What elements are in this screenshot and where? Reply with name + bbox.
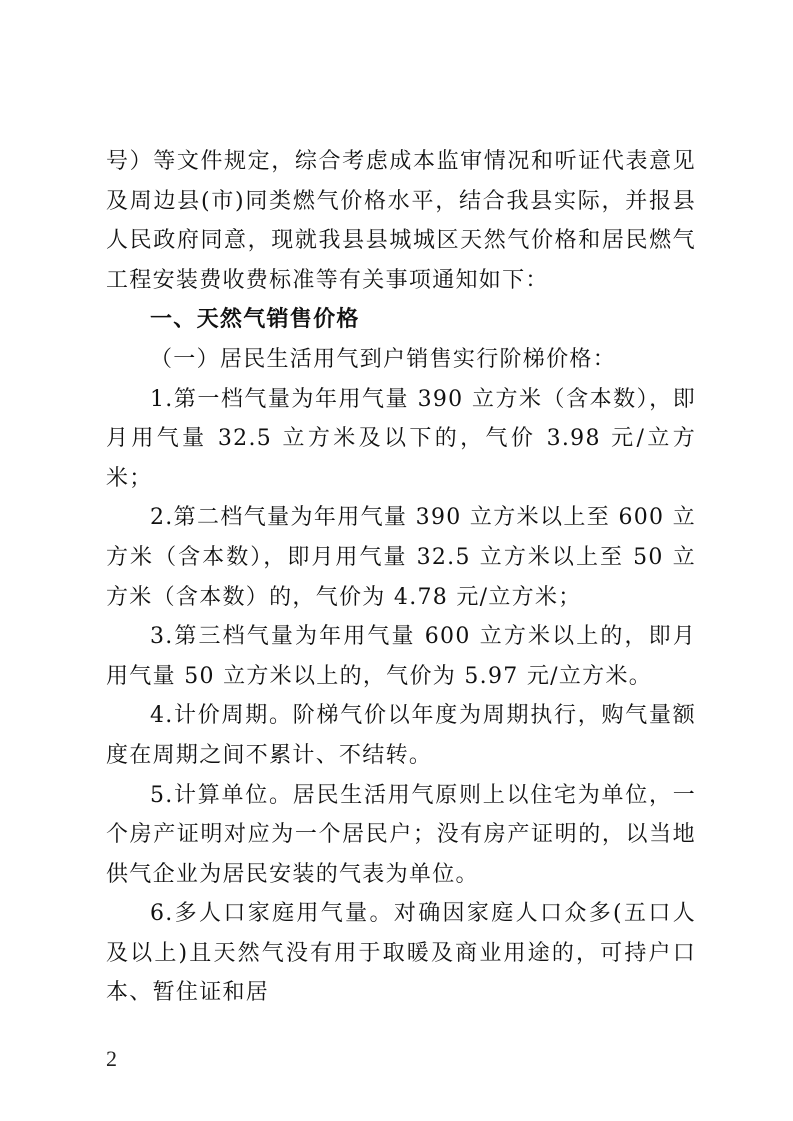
section-heading: 一、天然气销售价格 <box>150 307 360 333</box>
document-body <box>106 142 696 1013</box>
price-tier-3-paragraph: 3.第三档气量为年用气量 600 立方米以上的，即月用气量 50 立方米以上的，气价为 5.97 元/立方米。 <box>106 624 696 689</box>
price-tier-2-paragraph: 2.第二档气量为年用气量 390 立方米以上至 600 立方米（含本数），即月用气量 32.5 立方米以上至 50 立方米（含本数）的，气价为 4.78 元/立方米； <box>106 505 696 610</box>
price-tier-1-paragraph: 1.第一档气量为年用气量 390 立方米（含本数），即月用气量 32.5 立方米及以下的，气价 3.98 元/立方米； <box>106 386 696 491</box>
pricing-cycle-paragraph: 4.计价周期。阶梯气价以年度为周期执行，购气量额度在周期之间不累计、不结转。 <box>106 703 696 768</box>
large-household-paragraph: 6.多人口家庭用气量。对确因家庭人口众多(五口人及以上)且天然气没有用于取暖及商业用途的，可持户口本、暂住证和居 <box>106 901 696 1006</box>
subsection-heading: （一）居民生活用气到户销售实行阶梯价格： <box>150 346 617 372</box>
billing-unit-paragraph: 5.计算单位。居民生活用气原则上以住宅为单位，一个房产证明对应为一个居民户；没有房产证明的，以当地供气企业为居民安装的气表为单位。 <box>106 782 696 887</box>
page-number: 2 <box>106 1046 117 1071</box>
intro-paragraph: 号）等文件规定，综合考虑成本监审情况和听证代表意见及周边县(市)同类燃气价格水平，结合我县实际，并报县人民政府同意，现就我县县城城区天然气价格和居民燃气工程安装费收费标准等有关事项通知如下： <box>106 149 696 293</box>
